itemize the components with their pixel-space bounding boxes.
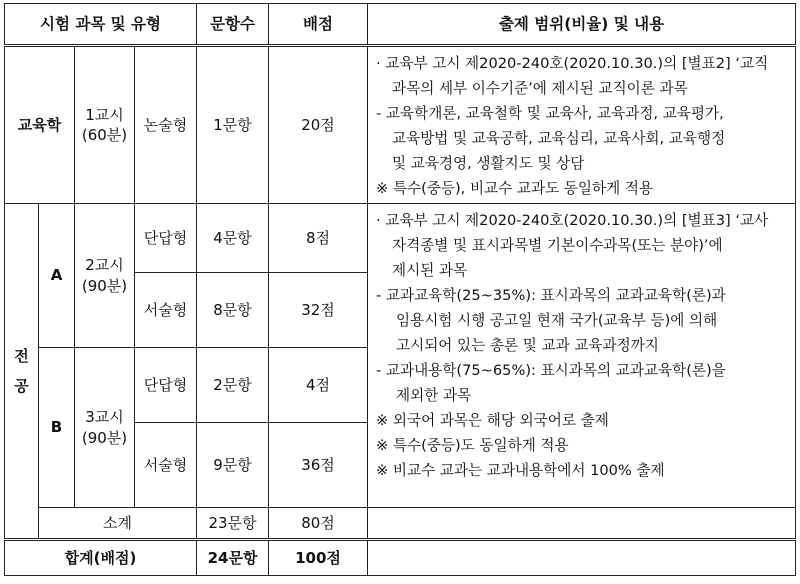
scope-line: 제시된 과목 [392, 262, 468, 279]
major-a-duration: (90분) [81, 276, 128, 295]
total-score: 100점 [269, 540, 368, 576]
education-period: 1교시 [85, 105, 124, 124]
count-cell: 2문항 [197, 348, 269, 423]
major-b-period-cell [75, 348, 135, 508]
total-row [5, 540, 796, 576]
scope-line: - 교육학개론, 교육철학 및 교육사, 교육과정, 교육평가, [376, 105, 724, 122]
format-cell: 서술형 [135, 273, 197, 348]
education-row [5, 46, 796, 204]
scope-line: ※ 외국어 과목은 해당 외국어로 출제 [376, 412, 609, 429]
header-type: 시험 과목 및 유형 [5, 4, 197, 46]
header-count: 문항수 [197, 4, 269, 46]
scope-line: ※ 특수(중등)도 동일하게 적용 [376, 437, 569, 454]
subtotal-count: 23문항 [197, 508, 269, 540]
scope-line: - 교과교육학(25~35%): 표시과목의 교과교육학(론)과 [376, 287, 726, 304]
scope-line: ※ 비교수 교과는 교과내용학에서 100% 출제 [376, 462, 665, 479]
count-cell: 9문항 [197, 423, 269, 508]
scope-line: 과목의 세부 이수기준’에 제시된 교직이론 과목 [392, 80, 688, 97]
scope-line: 및 교육경영, 생활지도 및 상담 [392, 155, 585, 172]
education-subject: 교육학 [5, 46, 75, 204]
major-b-duration: (90분) [81, 428, 128, 447]
score-cell: 4점 [269, 348, 368, 423]
major-scope [368, 204, 796, 508]
header-scope: 출제 범위(비율) 및 내용 [368, 4, 796, 46]
count-cell: 8문항 [197, 273, 269, 348]
major-subject-top: 전 [14, 347, 29, 365]
total-count: 24문항 [197, 540, 269, 576]
format-cell: 단답형 [135, 348, 197, 423]
subtotal-label: 소계 [39, 508, 197, 540]
major-b-label: B [39, 348, 75, 508]
header-row [5, 4, 796, 46]
scope-line: 제외한 과목 [396, 387, 472, 404]
scope-line: 고시되어 있는 총론 및 교과 교육과정까지 [396, 337, 659, 354]
score-cell: 32점 [269, 273, 368, 348]
scope-line: · 교육부 고시 제2020-240호(2020.10.30.)의 [별표2] ‘교직 [376, 55, 769, 72]
score-cell: 36점 [269, 423, 368, 508]
scope-line: · 교육부 고시 제2020-240호(2020.10.30.)의 [별표3] ‘교사 [376, 212, 769, 229]
total-scope [368, 540, 796, 576]
major-subject-bottom: 공 [14, 377, 29, 395]
subtotal-scope [368, 508, 796, 540]
major-a-short-row [5, 204, 796, 273]
header-score: 배점 [269, 4, 368, 46]
scope-line: 자격종별 및 표시과목별 기본이수과목(또는 분야)’에 [392, 237, 723, 254]
subtotal-score: 80점 [269, 508, 368, 540]
scope-line: ※ 특수(중등), 비교수 교과도 동일하게 적용 [376, 180, 654, 197]
score-cell: 8점 [269, 204, 368, 273]
education-count: 1문항 [197, 46, 269, 204]
scope-line: 임용시험 시행 공고일 현재 국가(교육부 등)에 의해 [396, 312, 718, 329]
major-subject [5, 204, 39, 540]
format-cell: 단답형 [135, 204, 197, 273]
education-period-cell [75, 46, 135, 204]
education-duration: (60분) [81, 126, 128, 144]
scope-line: - 교과내용학(75~65%): 표시과목의 교과교육학(론)을 [376, 362, 726, 379]
count-cell: 4문항 [197, 204, 269, 273]
education-format: 논술형 [135, 46, 197, 204]
total-label: 합계(배점) [5, 540, 197, 576]
education-score: 20점 [269, 46, 368, 204]
scope-line: 교육방법 및 교육공학, 교육심리, 교육사회, 교육행정 [392, 130, 726, 147]
format-cell: 서술형 [135, 423, 197, 508]
exam-table [4, 3, 796, 576]
major-b-period: 3교시 [85, 408, 124, 427]
major-a-period-cell [75, 204, 135, 348]
subtotal-row [5, 508, 796, 540]
education-scope [368, 46, 796, 204]
major-a-period: 2교시 [85, 256, 124, 275]
major-a-label: A [39, 204, 75, 348]
